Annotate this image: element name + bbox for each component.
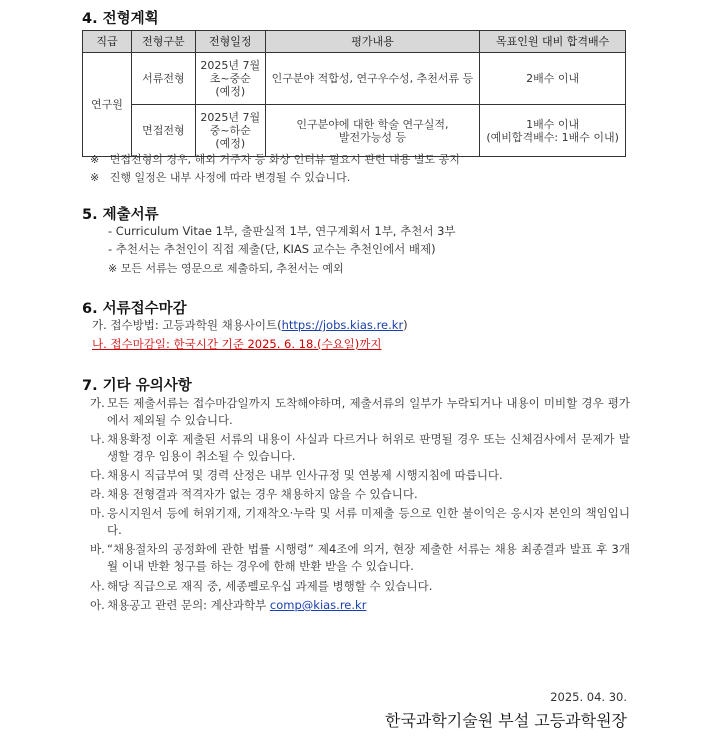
documents-note: ※ 모든 서류는 영문으로 제출하되, 추천서는 예외 [108, 262, 344, 275]
content-line: 인구분야에 대한 학술 연구실적, [296, 117, 449, 131]
notice-mark: 아. [90, 598, 105, 612]
notice-text: “채용절차의 공정화에 관한 법률 시행령” 제4조에 의거, 현장 제출한 서류는 채용 최종결과 발표 후 3개월 이내 반환 청구를 하는 경우에 한해 반환 받을 수 있습니다. [107, 542, 630, 573]
documents-line: - 추천서는 추천인이 직접 제출(단, KIAS 교수는 추천인에서 배제) [108, 242, 436, 256]
notice-item [90, 431, 630, 465]
section-title-deadline: 6. 서류접수마감 [82, 301, 187, 317]
header-content: 평가내용 [265, 31, 480, 53]
announcement-date: 2025. 04. 30. [550, 690, 627, 704]
header-target: 목표인원 대비 합격배수 [480, 31, 626, 53]
notice-mark: 나. [90, 432, 105, 446]
target-cell [480, 53, 626, 105]
type-cell: 면접전형 [131, 105, 195, 157]
header-type: 전형구분 [131, 31, 195, 53]
contact-email-link[interactable]: comp@kias.re.kr [269, 598, 367, 612]
notice-item [90, 578, 630, 595]
note-text: 진행 일정은 내부 사정에 따라 변경될 수 있습니다. [109, 171, 351, 184]
table-row [83, 53, 626, 105]
schedule-line: 2025년 7월 [200, 59, 261, 72]
notice-mark: 바. [90, 542, 105, 556]
notice-item-contact [90, 597, 630, 614]
documents-line: - Curriculum Vitae 1부, 출판실적 1부, 연구계획서 1부, 추천서 3부 [108, 224, 456, 238]
target-line: (예비합격배수: 1배수 이내) [486, 130, 619, 144]
section-title-plan: 4. 전형계획 [82, 11, 159, 27]
content-cell [265, 53, 480, 105]
method-label: 가. 접수방법: 고등과학원 채용사이트( [92, 318, 282, 332]
note-mark: ※ [90, 171, 100, 184]
contact-label: 채용공고 관련 문의: 계산과학부 [107, 598, 270, 612]
notice-text: 응시지원서 등에 허위기재, 기재착오·누락 및 서류 미제출 등으로 인한 불이익은 응시자 본인의 책임입니다. [107, 506, 630, 537]
notice-mark: 사. [90, 579, 105, 593]
selection-plan-table [82, 30, 626, 157]
schedule-cell [195, 53, 265, 105]
notice-item [90, 395, 630, 429]
target-cell [480, 105, 626, 157]
content-line: 발전가능성 등 [338, 130, 407, 144]
notice-item [90, 467, 630, 484]
section-title-notices: 7. 기타 유의사항 [82, 378, 192, 394]
schedule-line: 중~하순 [209, 124, 251, 137]
content-cell [265, 105, 480, 157]
note-mark: ※ [90, 153, 100, 166]
schedule-line: 2025년 7월 [200, 111, 261, 124]
note-text: 면접전형의 경우, 해외 거주자 등 화상 인터뷰 필요시 관련 내용 별도 공지 [109, 153, 460, 166]
notice-mark: 마. [90, 506, 105, 520]
schedule-line: 초~중순 [209, 72, 251, 85]
target-line: 1배수 이내 [526, 117, 580, 131]
notice-item [90, 505, 630, 539]
notice-text: 채용 전형결과 적격자가 없는 경우 채용하지 않을 수 있습니다. [107, 487, 418, 501]
notice-item [90, 541, 630, 575]
notice-mark: 가. [90, 396, 105, 410]
schedule-cell [195, 105, 265, 157]
submission-deadline: 나. 접수마감일: 한국시간 기준 2025. 6. 18.(수요일)까지 [92, 337, 382, 351]
header-rank: 직급 [83, 31, 132, 53]
notice-text: 모든 제출서류는 접수마감일까지 도착해야하며, 제출서류의 일부가 누락되거나 내용이 미비할 경우 평가에서 제외될 수 있습니다. [107, 396, 630, 427]
issuer-name: 한국과학기술원 부설 고등과학원장 [384, 711, 627, 730]
content-line: 인구분야 적합성, 연구우수성, 추천서류 등 [271, 72, 474, 85]
jobs-site-link[interactable]: https://jobs.kias.re.kr [281, 318, 404, 332]
note-interview [90, 152, 460, 167]
target-line: 2배수 이내 [526, 72, 580, 85]
table-row [83, 105, 626, 157]
notice-text: 채용시 직급부여 및 경력 산정은 내부 인사규정 및 연봉제 시행지침에 따릅니다. [107, 468, 503, 482]
type-cell: 서류전형 [131, 53, 195, 105]
schedule-line: (예정) [215, 85, 246, 98]
notice-text: 해당 직급으로 재직 중, 세종펠로우십 과제를 병행할 수 있습니다. [107, 579, 433, 593]
rank-cell: 연구원 [83, 53, 132, 157]
notice-text: 채용확정 이후 제출된 서류의 내용이 사실과 다르거나 허위로 판명될 경우 또는 신체검사에서 문제가 발생할 경우 임용이 취소될 수 있습니다. [107, 432, 630, 463]
section-title-documents: 5. 제출서류 [82, 207, 159, 223]
schedule-line: (예정) [215, 137, 246, 150]
notice-mark: 라. [90, 487, 105, 501]
notice-mark: 다. [90, 468, 105, 482]
table-header-row [83, 31, 626, 53]
method-suffix: ) [403, 318, 408, 332]
header-schedule: 전형일정 [195, 31, 265, 53]
note-schedule [90, 170, 350, 185]
submission-method [92, 318, 408, 333]
notice-item [90, 486, 630, 503]
